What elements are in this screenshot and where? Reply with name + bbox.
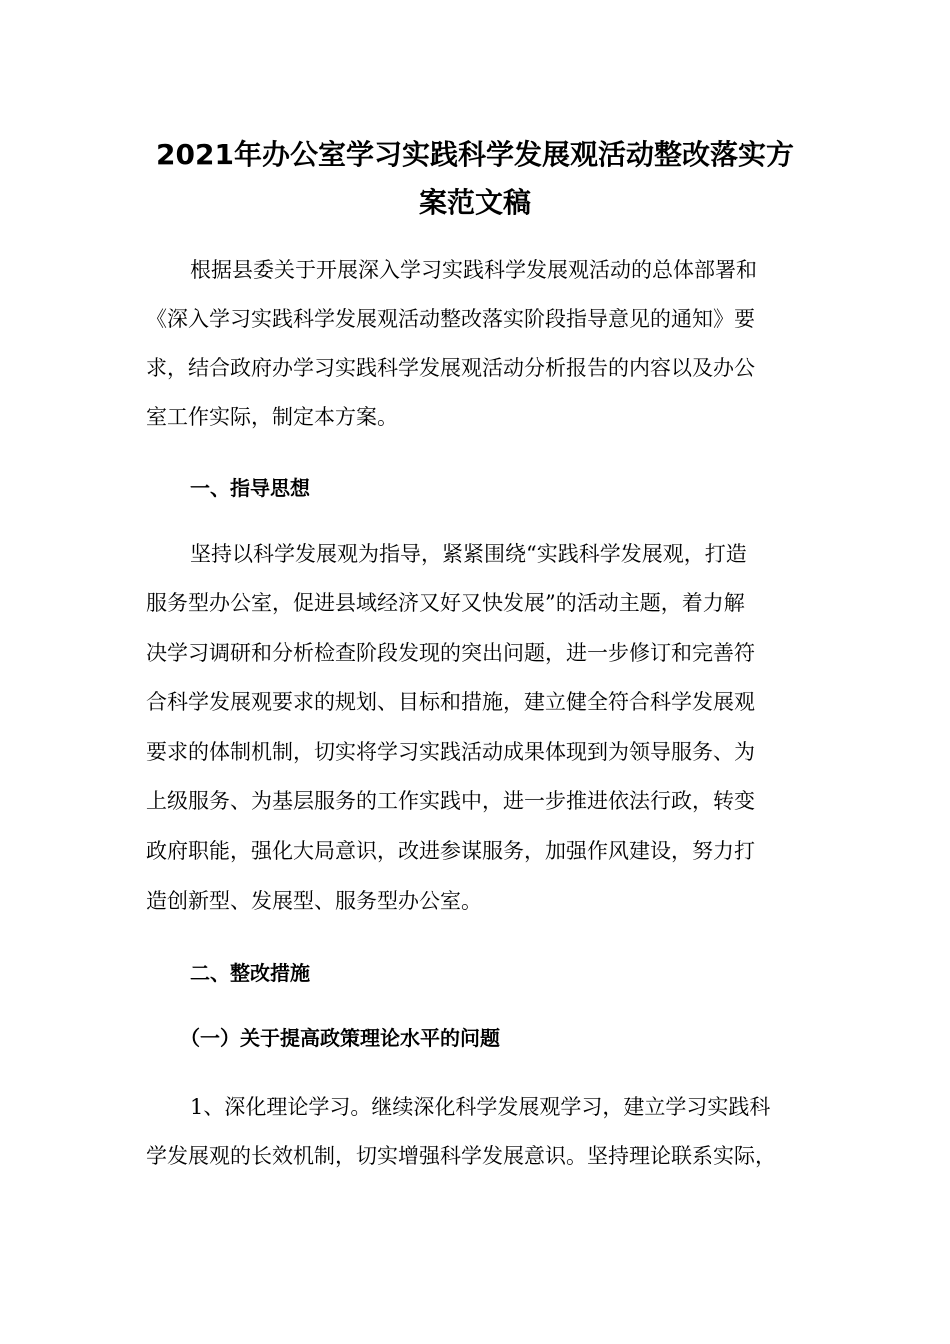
section-1-paragraph-line: 服务型办公室，促进县域经济又好又快发展”的活动主题，着力解 [146, 591, 745, 615]
document-title-line-1: 2021年办公室学习实践科学发展观活动整改落实方 [156, 138, 794, 171]
section-1-paragraph-line: 决学习调研和分析检查阶段发现的突出问题，进一步修订和完善符 [146, 641, 755, 665]
intro-paragraph-line: 求，结合政府办学习实践科学发展观活动分析报告的内容以及办公 [146, 356, 755, 380]
section-1-paragraph-line: 坚持以科学发展观为指导，紧紧围绕“实践科学发展观，打造 [190, 542, 747, 566]
item-1-paragraph-line: 1、深化理论学习。继续深化科学发展观学习，建立学习实践科 [190, 1095, 771, 1119]
item-1-paragraph-line: 学发展观的长效机制，切实增强科学发展意识。坚持理论联系实际， [146, 1144, 776, 1168]
section-1-paragraph-line: 要求的体制机制，切实将学习实践活动成果体现到为领导服务、为 [146, 740, 755, 764]
section-1-paragraph-line: 上级服务、为基层服务的工作实践中，进一步推进依法行政，转变 [146, 789, 755, 813]
section-1-paragraph-line: 造创新型、发展型、服务型办公室。 [146, 889, 482, 913]
intro-paragraph-line: 《深入学习实践科学发展观活动整改落实阶段指导意见的通知》要 [146, 307, 755, 331]
intro-paragraph-line: 根据县委关于开展深入学习实践科学发展观活动的总体部署和 [190, 258, 757, 282]
section-1-heading: 一、指导思想 [190, 476, 310, 500]
section-2-heading: 二、整改措施 [190, 961, 310, 985]
document-title-line-2: 案范文稿 [418, 186, 531, 219]
subsection-1-heading: （一）关于提高政策理论水平的问题 [180, 1026, 500, 1050]
section-1-paragraph-line: 合科学发展观要求的规划、目标和措施，建立健全符合科学发展观 [146, 690, 755, 714]
intro-paragraph-line: 室工作实际，制定本方案。 [146, 405, 398, 429]
section-1-paragraph-line: 政府职能，强化大局意识，改进参谋服务，加强作风建设，努力打 [146, 839, 755, 863]
